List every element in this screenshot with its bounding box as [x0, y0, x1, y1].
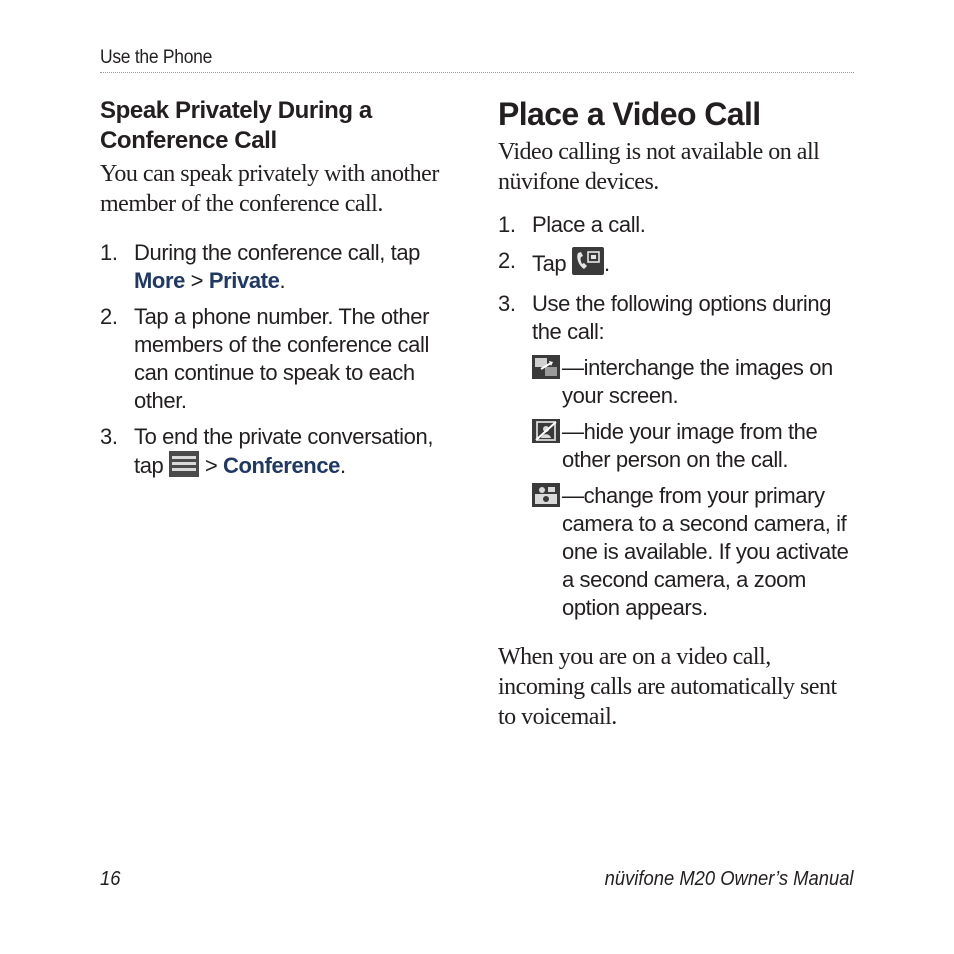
list-item: 2. Tap a phone number. The other members of the conference call can continue to speak to each other. — [100, 304, 429, 413]
section-heading-video-call: Place a Video Call — [498, 96, 761, 132]
manual-title: nüvifone M20 Owner’s Manual — [605, 868, 854, 890]
video-call-closing-note: When you are on a video call, incoming calls are automatically sent to voicemail. — [498, 644, 837, 730]
video-call-icon — [572, 247, 604, 282]
section-heading-speak-privately: Speak Privately During a Conference Call — [100, 97, 372, 154]
video-call-intro: Video calling is not available on all nüvifone devices. — [498, 139, 820, 195]
more-keyword: More — [134, 268, 185, 293]
page-number: 16 — [100, 868, 121, 890]
speak-privately-steps — [100, 239, 460, 484]
list-item: 3. Use the following options during the call: — [498, 291, 832, 344]
list-item: 1. Place a call. — [498, 212, 646, 237]
list-item: —interchange the images on your screen. — [532, 354, 858, 410]
right-column — [498, 96, 858, 732]
list-item: —hide your image from the other person on the call. — [532, 418, 858, 474]
switch-camera-icon — [532, 482, 562, 622]
running-header: Use the Phone — [100, 47, 213, 68]
hide-image-icon — [532, 418, 562, 474]
list-item: 2. Tap . — [498, 247, 858, 282]
swap-images-icon — [532, 354, 562, 410]
list-item: 3. To end the private conversation, tap > Conference. — [100, 423, 460, 484]
list-item: 1. During the conference call, tap More > Private. — [100, 240, 420, 293]
private-keyword: Private — [208, 268, 280, 293]
conference-keyword: Conference — [222, 453, 341, 478]
video-call-steps — [498, 211, 858, 346]
header-divider — [100, 72, 854, 73]
list-item: —change from your primary camera to a second camera, if one is available. If you activate a second camera, a zoom option appears. — [532, 482, 858, 622]
speak-privately-intro: You can speak privately with another member of the conference call. — [100, 161, 439, 217]
video-options-list — [498, 354, 858, 622]
menu-icon — [169, 451, 199, 484]
left-column — [100, 96, 460, 484]
